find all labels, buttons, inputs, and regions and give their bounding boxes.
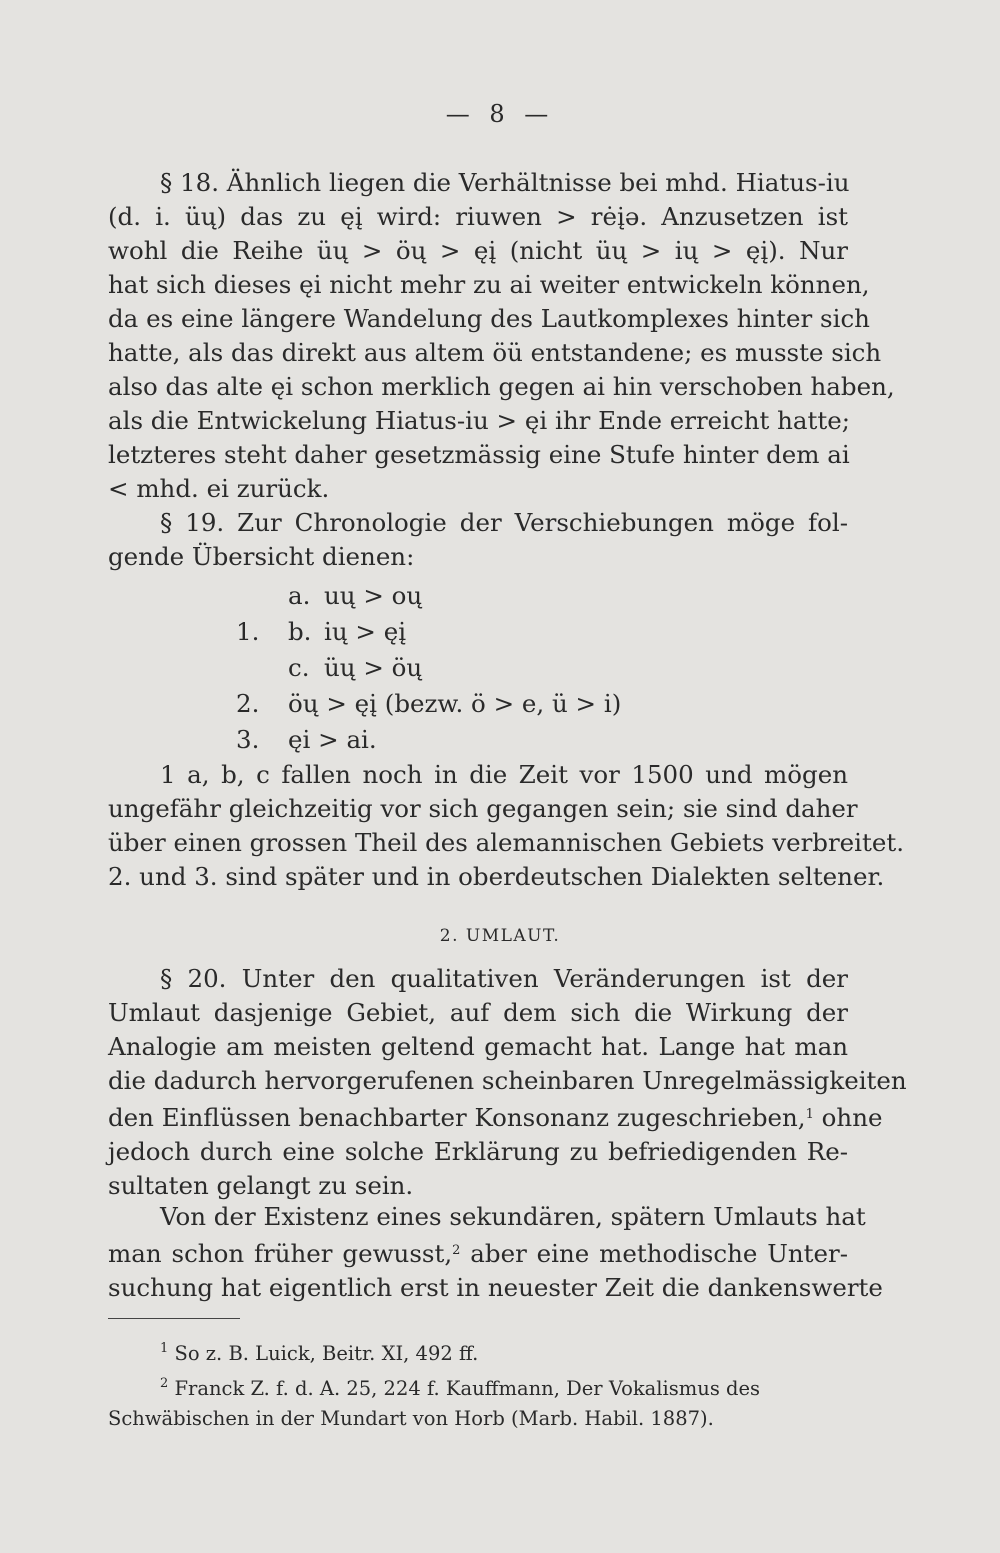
text-line-with-footnote (108, 1098, 883, 1135)
page-number: — 8 — (445, 100, 555, 128)
text-line: § 20. Unter den qualitativen Veränderungen ist der (160, 964, 848, 993)
text-line: ungefähr gleichzeitig vor sich gegangen sein; sie sind daher (108, 794, 858, 823)
text-line: suchung hat eigentlich erst in neuester Zeit die dankenswerte (108, 1273, 883, 1302)
text-line: hatte, als das direkt aus altem öü entstandene; es musste sich (108, 338, 882, 367)
text-line: § 19. Zur Chronologie der Verschiebungen möge fol- (160, 508, 848, 537)
schema-letter: c. (288, 653, 310, 682)
text-fragment: ohne (821, 1103, 883, 1132)
text-line: Analogie am meisten geltend gemacht hat. Lange hat man (108, 1032, 848, 1061)
schema-text: ęi > ai. (288, 725, 377, 754)
text-line: hat sich dieses ęi nicht mehr zu ai weiter entwickeln können, (108, 270, 870, 299)
footnotes (108, 1334, 848, 1434)
schema-number: 2. (236, 689, 260, 718)
text-line: gende Übersicht dienen: (108, 542, 415, 571)
paragraph-20 (108, 962, 907, 1203)
text-line: sultaten gelangt zu sein. (108, 1171, 414, 1200)
text-line: also das alte ęi schon merklich gegen ai hin verschoben haben, (108, 372, 895, 401)
schema-row (236, 614, 621, 650)
footnote-marker: 1 (805, 1107, 814, 1122)
text-line: < mhd. ei zurück. (108, 474, 330, 503)
schema-text: uų > oų (324, 581, 423, 610)
text-line: da es eine längere Wandelung des Lautkomplexes hinter sich (108, 304, 870, 333)
footnote-text: So z. B. Luick, Beitr. XI, 492 ff. (174, 1342, 479, 1365)
footnote-number: 1 (160, 1341, 169, 1356)
text-line: 2. und 3. sind später und in oberdeutschen Dialekten seltener. (108, 862, 885, 891)
schema-number (236, 578, 288, 614)
schema-text: öų > ęį (bezw. ö > e, ü > i) (288, 689, 622, 718)
schema-letter: b. (288, 617, 312, 646)
schema-letter: a. (288, 581, 311, 610)
schema-row (236, 578, 621, 614)
text-line: als die Entwickelung Hiatus-iu > ęi ihr Ende erreicht hatte; (108, 406, 850, 435)
text-fragment: den Einflüssen benachbarter Konsonanz zugeschrieben, (108, 1103, 806, 1132)
schema-number: 1. (236, 617, 260, 646)
text-line: Umlaut dasjenige Gebiet, auf dem sich die Wirkung der (108, 998, 848, 1027)
text-line: § 18. Ähnlich liegen die Verhältnisse bei mhd. Hiatus-iu (160, 168, 850, 197)
text-fragment: aber eine methodische Unter- (470, 1239, 849, 1268)
schema-text: ių > ęį (324, 617, 407, 646)
sound-shift-schema (236, 578, 621, 758)
paragraph-19 (108, 506, 848, 574)
schema-row (236, 650, 621, 686)
footnote-2-continued: Schwäbischen in der Mundart von Horb (Marb. Habil. 1887). (108, 1407, 714, 1430)
text-line: die dadurch hervorgerufenen scheinbaren Unregelmässigkeiten (108, 1066, 907, 1095)
footnote-rule (108, 1318, 240, 1319)
schema-number: 3. (236, 725, 260, 754)
paragraph-21 (108, 1200, 883, 1305)
footnote-1 (108, 1334, 848, 1369)
text-line-with-footnote (108, 1234, 848, 1271)
footnote-text: Franck Z. f. d. A. 25, 224 f. Kauffmann, Der Vokalismus des (174, 1377, 761, 1400)
paragraph-18 (108, 166, 895, 506)
schema-row (236, 722, 621, 758)
text-line: 1 a, b, c fallen noch in die Zeit vor 1500 und mögen (160, 760, 848, 789)
schema-text: üų > öų (324, 653, 423, 682)
text-line: wohl die Reihe üų > öų > ęį (nicht üų > ių > ęį). Nur (108, 236, 848, 265)
text-line: über einen grossen Theil des alemannischen Gebiets verbreitet. (108, 828, 904, 857)
text-line: Von der Existenz eines sekundären, spätern Umlauts hat (160, 1202, 866, 1231)
text-line: jedoch durch eine solche Erklärung zu befriedigenden Re- (108, 1137, 848, 1166)
footnote-2 (108, 1369, 848, 1404)
schema-row (236, 686, 621, 722)
footnote-marker: 2 (452, 1243, 461, 1258)
footnote-number: 2 (160, 1376, 169, 1391)
paragraph-19-continued (108, 758, 904, 894)
text-line: (d. i. üų) das zu ęį wird: riuwen > rėįə. Anzusetzen ist (108, 202, 848, 231)
schema-number (236, 650, 288, 686)
text-line: letzteres steht daher gesetzmässig eine Stufe hinter dem ai (108, 440, 850, 469)
text-fragment: man schon früher gewusst, (108, 1239, 453, 1268)
section-heading: 2. UMLAUT. (439, 926, 561, 946)
